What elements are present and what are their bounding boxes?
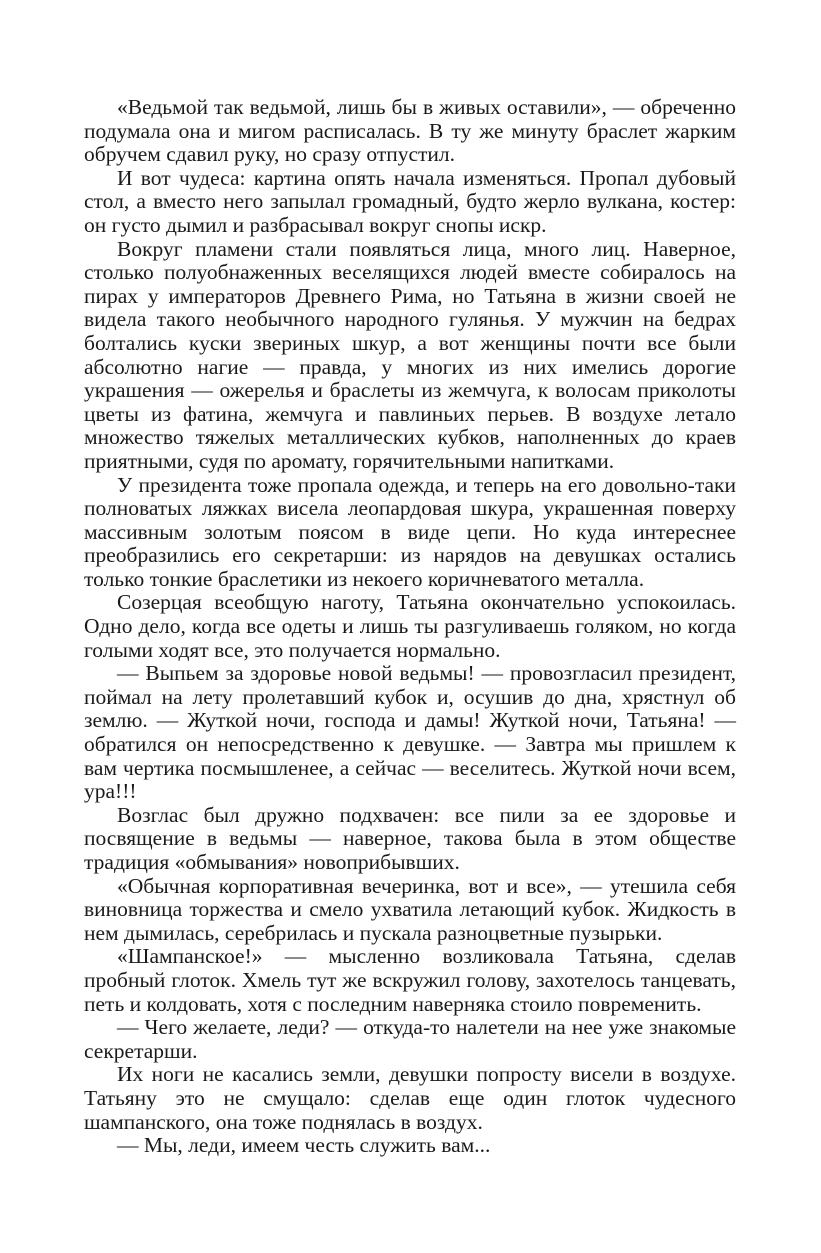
paragraph-12: — Мы, леди, имеем честь служить вам...: [117, 1133, 491, 1158]
paragraph-3: Вокруг пламени стали появляться лица, много лиц. Наверное, столько полуобнаженных веселящихся людей вместе собиралось на пирах у императоров Древнего Рима, но Татьяна в жизни своей не видела такого необычного народного гулянья. У мужчин на бедрах болтались куски звериных шкур, а вот женщины почти все были абсолютно нагие — правда, у многих из них имелись дорогие украшения — ожерелья и браслеты из жемчуга, к волосам приколоты цветы из фатина, жемчуга и павлиньих перьев. В воздухе летало множество тяжелых металлических кубков, наполненных до краев приятными, судя по аромату, горячительными напитками.: [84, 236, 736, 473]
paragraph-6: — Выпьем за здоровье новой ведьмы! — провозгласил президент, поймал на лету пролетавший кубок и, осушив до дна, хрястнул об землю. — Жуткой ночи, господа и дамы! Жуткой ночи, Татьяна! — обратился он непосредственно к девушке. — Завтра мы пришлем к вам чертика посмышленее, а сейчас — веселитесь. Жуткой ночи всем, ура!!!: [84, 661, 736, 804]
paragraph-1: «Ведьмой так ведьмой, лишь бы в живых оставили», — обреченно подумала она и мигом расписалась. В ту же минуту браслет жарким обручем сдавил руку, но сразу отпустил.: [84, 95, 736, 167]
paragraph-5: Созерцая всеобщую наготу, Татьяна окончательно успокоилась. Одно дело, когда все одеты и лишь ты разгуливаешь голяком, но когда голыми ходят все, это получается нормально.: [84, 590, 736, 662]
paragraph-8: «Обычная корпоративная вечеринка, вот и все», — утешила себя виновница торжества и смело ухватила летающий кубок. Жидкость в нем дымилась, серебрилась и пускала разноцветные пузырьки.: [84, 873, 736, 945]
paragraph-10: — Чего желаете, леди? — откуда-то налетели на нее уже знакомые секретарши.: [84, 1015, 736, 1063]
paragraph-9: «Шампанское!» — мысленно возликовала Татьяна, сделав пробный глоток. Хмель тут же вскружил голову, захотелось танцевать, петь и колдовать, хотя с последним наверняка стоило повременить.: [84, 944, 736, 1016]
paragraph-2: И вот чудеса: картина опять начала изменяться. Пропал дубовый стол, а вместо него запылал громадный, будто жерло вулкана, костер: он густо дымил и разбрасывал вокруг снопы искр.: [84, 165, 736, 237]
paragraph-7: Возглас был дружно подхвачен: все пили за ее здоровье и посвящение в ведьмы — наверное, такова была в этом обществе традиция «обмывания» новоприбывших.: [84, 802, 736, 874]
paragraph-4: У президента тоже пропала одежда, и теперь на его довольно-таки полноватых ляжках висела леопардовая шкура, украшенная поверху массивным золотым поясом в виде цепи. Но куда интереснее преобразились его секретарши: из нарядов на девушках остались только тонкие браслетики из некоего коричневатого металла.: [84, 472, 736, 591]
paragraph-11: Их ноги не касались земли, девушки попросту висели в воздухе. Татьяну это не смущало: сделав еще один глоток чудесного шампанского, она тоже поднялась в воздух.: [84, 1062, 736, 1134]
body-text: [84, 96, 736, 1158]
